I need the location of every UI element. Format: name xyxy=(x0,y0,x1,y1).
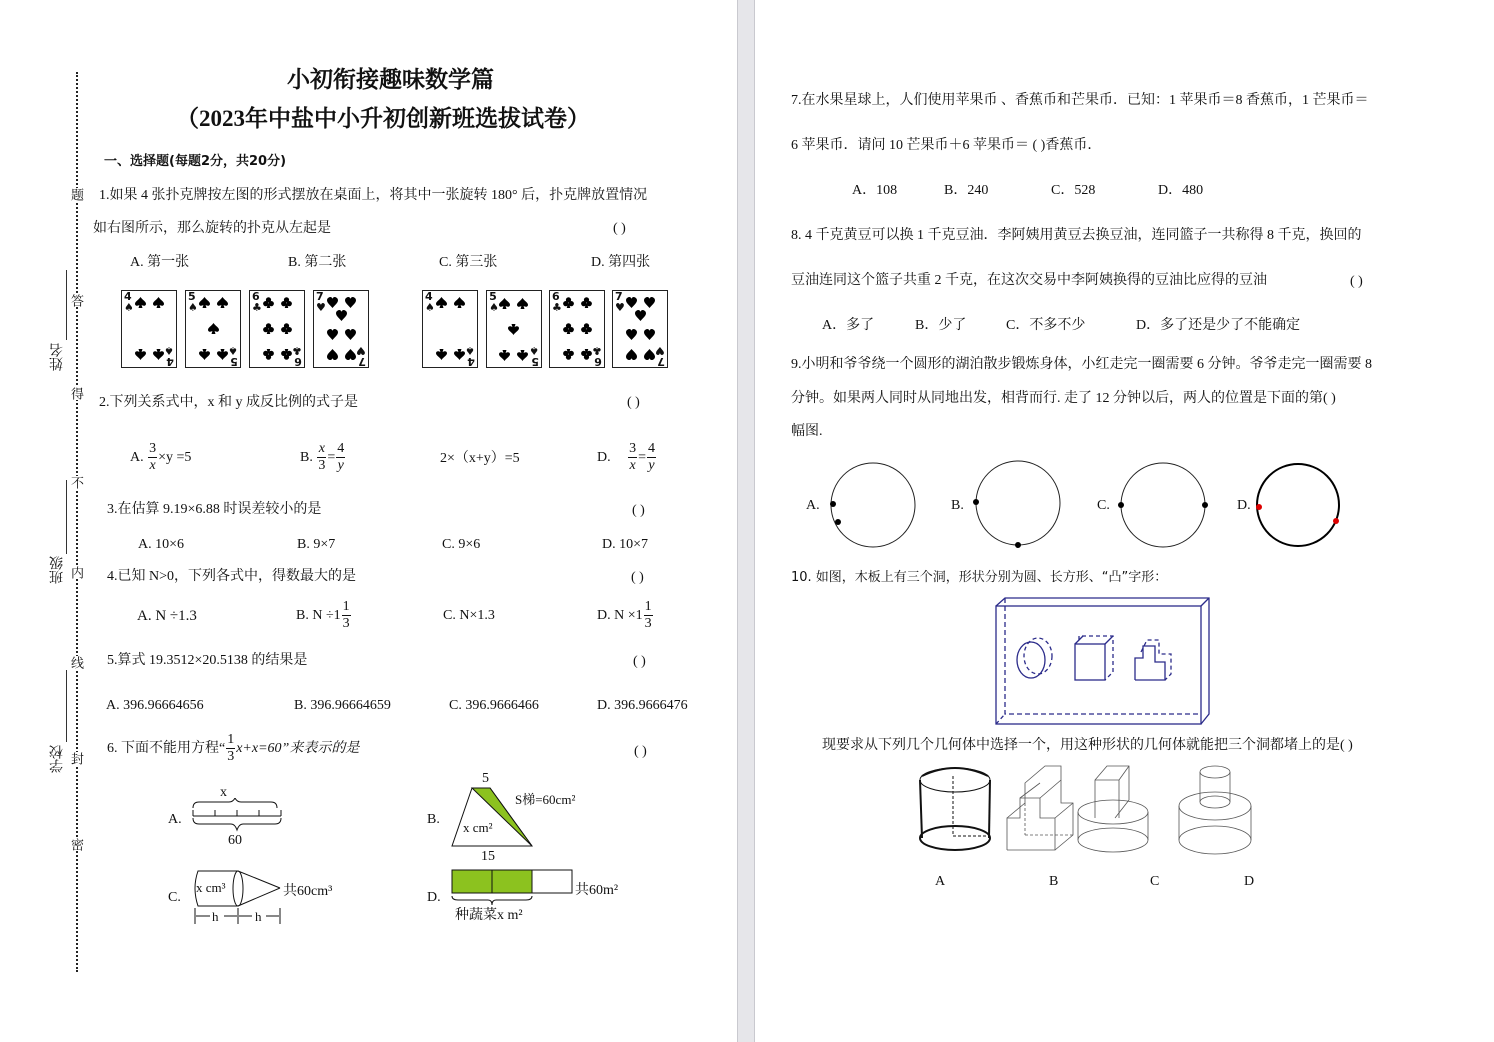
name-blank[interactable] xyxy=(66,270,67,340)
q9-circle-c xyxy=(1118,463,1208,547)
club-pip-icon xyxy=(263,323,274,334)
club-pip-icon xyxy=(581,323,592,334)
q3-option-a: A. 10×6 xyxy=(138,537,185,552)
q2-answer-paren[interactable]: ( ) xyxy=(627,395,640,410)
q10-text: 10. 如图，木板上有三个洞，形状分别为圆、长方形、“凸”字形： xyxy=(791,570,1168,585)
fraction: $\frac{3}{x}$ xyxy=(149,441,157,474)
q5-text: 5.算式 19.3512×20.5138 的结果是 xyxy=(107,653,308,668)
solid-b-convex-block xyxy=(1007,766,1073,850)
q8-line1: 8. 4 千克黄豆可以换 1 千克豆油．李阿姨用黄豆去换豆油，连同篮子一共称得 8 千克，换回的 xyxy=(791,228,1362,243)
q9-circle-figures xyxy=(825,455,1345,555)
spade-pip-icon xyxy=(436,297,447,308)
q9-line1: 9.小明和爷爷绕一个圆形的湖泊散步锻炼身体，小红走完一圈需要 6 分钟。爷爷走完一圈需要 8 xyxy=(791,357,1372,372)
spade-pip-icon xyxy=(508,324,519,335)
q9-circle-a xyxy=(830,463,915,547)
q6-c-inner: x cm³ xyxy=(196,880,226,895)
q4-option-d: D. N ×1 $\frac{1}{3}$ xyxy=(597,599,652,632)
spade-pip-icon xyxy=(436,349,447,360)
club-pip-icon xyxy=(263,297,274,308)
q2-option-c: 2×（x+y）=5 xyxy=(440,451,520,466)
q6-a-60-label: 60 xyxy=(228,833,242,848)
heart-pip-icon xyxy=(626,349,637,360)
card-rank: 6 ♣ xyxy=(252,290,262,314)
q6-c-total: 共60cm³ xyxy=(283,884,333,899)
club-pip-icon xyxy=(263,349,274,360)
spade-pip-icon xyxy=(217,297,228,308)
q6-d-caption: 种蔬菜x m² xyxy=(455,908,523,923)
heart-pip-icon xyxy=(626,297,637,308)
class-label: 班级 xyxy=(50,556,65,584)
q10-label-c: C xyxy=(1150,874,1160,889)
q1-option-d: D. 第四张 xyxy=(591,255,651,270)
club-pip-icon xyxy=(281,323,292,334)
club-pip-icon xyxy=(281,349,292,360)
margin-char: 答 xyxy=(69,294,84,307)
q3-answer-paren[interactable]: ( ) xyxy=(632,503,645,518)
spade-pip-icon xyxy=(454,297,465,308)
q1-option-a: A. 第一张 xyxy=(130,255,190,270)
card-rank-corner: 7 ♥ xyxy=(356,344,366,368)
margin-char: 密 xyxy=(69,838,84,851)
q7-option-d: D．480 xyxy=(1158,183,1204,198)
q10-label-a: A xyxy=(935,874,946,889)
q2-text: 2.下列关系式中，x 和 y 成反比例的式子是 xyxy=(99,395,358,410)
solid-d-stacked-cylinders xyxy=(1179,766,1251,854)
q7-option-a: A．108 xyxy=(852,183,898,198)
spade-pip-icon xyxy=(153,349,164,360)
q10-label-d: D xyxy=(1244,874,1255,889)
spade-pip-icon xyxy=(208,323,219,334)
margin-char: 得 xyxy=(69,387,84,400)
q1-option-c: C. 第三张 xyxy=(439,255,498,270)
q4-option-b: B. N ÷1 $\frac{1}{3}$ xyxy=(296,599,350,632)
playing-card xyxy=(249,290,305,368)
heart-pip-icon xyxy=(635,310,646,321)
heart-pip-icon xyxy=(345,297,356,308)
spade-pip-icon xyxy=(153,297,164,308)
q6-a-segment-diagram xyxy=(185,798,285,834)
spade-pip-icon xyxy=(199,349,210,360)
q2-option-d: D. $\frac{3}{x}$ = $\frac{4}{y}$ xyxy=(597,441,656,474)
q9-label-c: C. xyxy=(1097,498,1110,513)
q7-line1: 7.在水果星球上，人们使用苹果币 、香蕉币和芒果币．已知：1 苹果币＝8 香蕉币，1 芒果币＝ xyxy=(791,93,1369,108)
card-rank-corner: 6 ♣ xyxy=(292,344,302,368)
heart-pip-icon xyxy=(644,349,655,360)
name-label: 姓名 xyxy=(50,343,65,371)
q4-option-c: C. N×1.3 xyxy=(443,608,495,623)
q8-option-b: B．少了 xyxy=(915,318,967,333)
q6-d-strip-diagram xyxy=(450,868,575,908)
q1-option-b: B. 第二张 xyxy=(288,255,347,270)
q5-option-d: D. 396.9666476 xyxy=(597,698,688,713)
q10-solid-options xyxy=(915,760,1305,860)
card-rank-corner: 6 ♣ xyxy=(592,344,602,368)
q2-option-a xyxy=(130,440,191,476)
playing-card xyxy=(422,290,478,368)
club-pip-icon xyxy=(563,323,574,334)
card-rank: 4 ♠ xyxy=(425,290,435,314)
q10-question: 现要求从下列几个几何体中选择一个，用这种形状的几何体就能把三个洞都堵上的是( ) xyxy=(822,738,1353,753)
q6-b-inner: x cm² xyxy=(463,820,493,835)
heart-pip-icon xyxy=(327,329,338,340)
margin-char: 封 xyxy=(69,752,84,765)
class-blank[interactable] xyxy=(66,480,67,554)
q5-answer-paren[interactable]: ( ) xyxy=(633,654,646,669)
heart-pip-icon xyxy=(336,310,347,321)
q9-line3: 幅图. xyxy=(791,424,823,439)
card-rank: 5 ♠ xyxy=(529,344,539,368)
spade-pip-icon xyxy=(499,298,510,309)
q9-label-a: A. xyxy=(806,498,820,513)
card-rank-corner: 4 ♠ xyxy=(164,344,174,368)
q6-c-h1: h xyxy=(212,909,219,924)
q8-answer-paren[interactable]: ( ) xyxy=(1350,274,1363,289)
school-blank[interactable] xyxy=(66,670,67,742)
q3-option-b: B. 9×7 xyxy=(297,537,336,552)
q6-b-side: S梯=60cm² xyxy=(515,792,576,807)
right-page xyxy=(755,0,1494,1042)
school-label: 学校 xyxy=(50,745,65,773)
option-label: A. xyxy=(130,450,144,465)
q8-option-d: D．多了还是少了不能确定 xyxy=(1136,318,1301,333)
q10-board-diagram xyxy=(995,596,1215,728)
heart-pip-icon xyxy=(644,329,655,340)
margin-char: 线 xyxy=(69,656,84,669)
q6-c-cylinder-cone-diagram xyxy=(190,868,285,928)
left-page xyxy=(0,0,737,1042)
q6-c-h2: h xyxy=(255,909,262,924)
q9-label-b: B. xyxy=(951,498,964,513)
section-heading: 一、选择题(每题2分，共20分) xyxy=(104,154,287,169)
q1-line1: 1.如果 4 张扑克牌按左图的形式摆放在桌面上，将其中一张旋转 180° 后，扑克牌放置情况 xyxy=(99,188,648,203)
q6-a-x-label: x xyxy=(220,785,227,800)
margin-char: 题 xyxy=(69,188,84,201)
q3-option-d: D. 10×7 xyxy=(602,537,649,552)
playing-card xyxy=(185,290,241,368)
q6-b-bottom: 15 xyxy=(481,849,495,864)
card-rank-corner: 5 ♠ xyxy=(228,344,238,368)
spade-pip-icon xyxy=(135,349,146,360)
card-rank: 4 ♠ xyxy=(124,290,134,314)
playing-card xyxy=(612,290,668,368)
q6-option-d-label: D. xyxy=(427,890,441,905)
q6-option-c-label: C. xyxy=(168,890,181,905)
q10-label-b: B xyxy=(1049,874,1059,889)
playing-card xyxy=(313,290,369,368)
q7-option-c: C．528 xyxy=(1051,183,1096,198)
spade-pip-icon xyxy=(199,297,210,308)
spade-pip-icon xyxy=(499,350,510,361)
q9-line2: 分钟。如果两人同时从同地出发，相背而行. 走了 12 分钟以后，两人的位置是下面的第( ) xyxy=(791,391,1336,406)
q3-text: 3.在估算 9.19×6.88 时误差较小的是 xyxy=(107,502,322,517)
heart-pip-icon xyxy=(345,329,356,340)
spade-pip-icon xyxy=(517,298,528,309)
margin-char: 内 xyxy=(69,566,84,579)
margin-char: 不 xyxy=(69,476,84,489)
playing-card xyxy=(486,290,542,368)
card-rank-corner: 5 ♠ xyxy=(489,290,499,314)
q2-option-b: B. $\frac{x}{3}$ = $\frac{4}{y}$ xyxy=(300,441,345,474)
playing-card xyxy=(121,290,177,368)
heart-pip-icon xyxy=(626,329,637,340)
expr: ×y =5 xyxy=(158,450,192,465)
playing-card xyxy=(549,290,605,368)
spade-pip-icon xyxy=(135,297,146,308)
heart-pip-icon xyxy=(327,297,338,308)
q3-option-c: C. 9×6 xyxy=(442,537,481,552)
q7-option-b: B．240 xyxy=(944,183,989,198)
q6-option-b-label: B. xyxy=(427,812,440,827)
club-pip-icon xyxy=(581,297,592,308)
q7-line2: 6 苹果币．请问 10 芒果币＋6 苹果币＝ ( )香蕉币． xyxy=(791,138,1102,153)
heart-pip-icon xyxy=(345,349,356,360)
card-rank-corner: 4 ♠ xyxy=(465,344,475,368)
q6-option-a-label: A. xyxy=(168,812,182,827)
q5-option-b: B. 396.96664659 xyxy=(294,698,391,713)
card-rank: 7 ♥ xyxy=(615,290,625,314)
q4-text: 4.已知 N>0，下列各式中，得数最大的是 xyxy=(107,569,357,584)
q8-line2: 豆油连同这个篮子共重 2 千克，在这次交易中李阿姨换得的豆油比应得的豆油 xyxy=(791,273,1267,288)
binding-dotted-line xyxy=(76,72,78,972)
q6-b-top: 5 xyxy=(482,771,489,786)
q5-option-c: C. 396.9666466 xyxy=(449,698,539,713)
card-rank: 6 ♣ xyxy=(552,290,562,314)
q1-line2: 如右图所示，那么旋转的扑克从左起是 xyxy=(93,221,331,236)
page-gutter xyxy=(737,0,755,1042)
heart-pip-icon xyxy=(644,297,655,308)
q9-circle-d xyxy=(1256,464,1339,546)
club-pip-icon xyxy=(563,349,574,360)
q9-label-d: D. xyxy=(1237,498,1251,513)
q4-option-a: A. N ÷1.3 xyxy=(137,608,197,624)
q6-answer-paren[interactable]: ( ) xyxy=(634,744,647,759)
title-line2: （2023年中盐中小升初创新班选拔试卷） xyxy=(176,106,590,131)
q6-text: 6. 下面不能用方程“ $\frac{1}{3}$ x+x=60”来表示的是 xyxy=(107,732,360,765)
q6-d-total: 共60m² xyxy=(575,883,619,898)
solid-a-cylinder xyxy=(920,768,990,850)
card-rank-corner: 7 ♥ xyxy=(655,344,665,368)
card-rank: 5 ♠ xyxy=(188,290,198,314)
q8-option-c: C．不多不少 xyxy=(1006,318,1086,333)
spade-pip-icon xyxy=(217,349,228,360)
solid-c-cylinder-prism xyxy=(1078,766,1148,852)
q1-answer-paren[interactable]: ( ) xyxy=(613,221,626,236)
club-pip-icon xyxy=(581,349,592,360)
q8-option-a: A．多了 xyxy=(822,318,875,333)
club-pip-icon xyxy=(563,297,574,308)
spade-pip-icon xyxy=(517,350,528,361)
title-line1: 小初衔接趣味数学篇 xyxy=(287,67,494,92)
q5-option-a: A. 396.96664656 xyxy=(106,698,204,713)
q9-circle-b xyxy=(973,461,1060,548)
club-pip-icon xyxy=(281,297,292,308)
card-rank: 7 ♥ xyxy=(316,290,326,314)
q4-answer-paren[interactable]: ( ) xyxy=(631,570,644,585)
spade-pip-icon xyxy=(454,349,465,360)
heart-pip-icon xyxy=(327,349,338,360)
